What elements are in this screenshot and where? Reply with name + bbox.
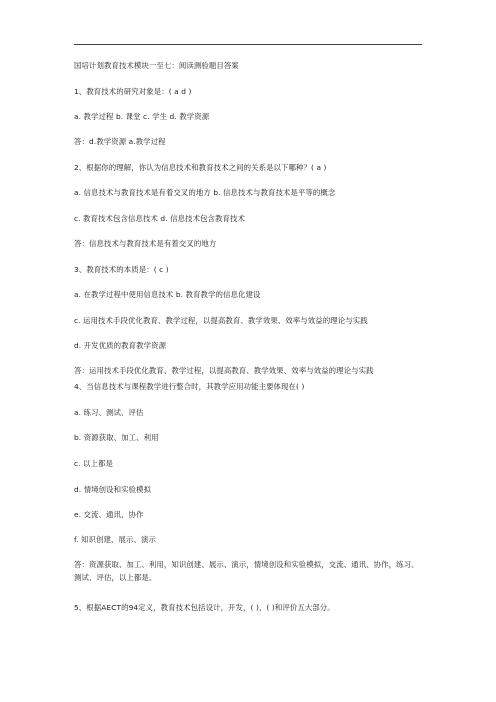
question-3-answer: 答：运用技术手段优化教育、教学过程，以提高教育、教学效果、效率与效益的理论与实践 <box>74 366 374 375</box>
question-4: 4、当信息技术与课程教学进行整合时，其教学应用功能主要体现在( ) <box>74 382 305 391</box>
question-3-option-c: c. 运用技术手段优化教育、教学过程，以提高教育、教学效果、效率与效益的理论与实践 <box>74 316 368 325</box>
question-3-options-ab: a. 在教学过程中使用信息技术 b. 教育教学的信息化建设 <box>74 290 261 299</box>
question-5: 5、根据AECT的94定义，教育技术包括设计，开发，( )，( )和评价五大部分。 <box>74 603 335 612</box>
question-3: 3、教育技术的本质是：( c ) <box>74 265 169 274</box>
question-4-option-b: b. 资源获取、加工、利用 <box>74 433 159 442</box>
question-1: 1、教育技术的研究对象是：( a d ) <box>74 87 192 96</box>
question-4-answer: 答：资源获取、加工、利用，知识创建、展示、演示，情境创设和实验模拟，交流、通讯、协作，练习、测试、评估，以上都是。 <box>74 560 419 582</box>
question-4-option-c: c. 以上都是 <box>74 459 114 468</box>
question-3-option-d: d. 开发优质的教育教学资源 <box>74 341 167 350</box>
header-rule <box>74 44 422 45</box>
question-4-option-f: f. 知识创建、展示、演示 <box>74 535 156 544</box>
question-2-options-ab: a. 信息技术与教育技术是有着交叉的地方 b. 信息技术与教育技术是平等的概念 <box>74 188 336 197</box>
question-2: 2、根据你的理解，你认为信息技术和教育技术之间的关系是以下哪种？( a ) <box>74 163 327 172</box>
question-1-answer: 答：d.教学资源 a.教学过程 <box>74 137 166 146</box>
question-2-options-cd: c. 教育技术包含信息技术 d. 信息技术包含教育技术 <box>74 214 246 223</box>
question-4-option-e: e. 交流、通讯、协作 <box>74 510 144 519</box>
question-1-options: a. 教学过程 b. 课堂 c. 学生 d. 教学资源 <box>74 112 210 121</box>
question-4-option-d: d. 情境创设和实验模拟 <box>74 485 152 494</box>
document-title: 国培计划教育技术模块一至七：阅读测验题目答案 <box>74 61 239 70</box>
question-2-answer: 答：信息技术与教育技术是有着交叉的地方 <box>74 239 217 248</box>
question-4-option-a: a. 练习、测试、评估 <box>74 408 144 417</box>
